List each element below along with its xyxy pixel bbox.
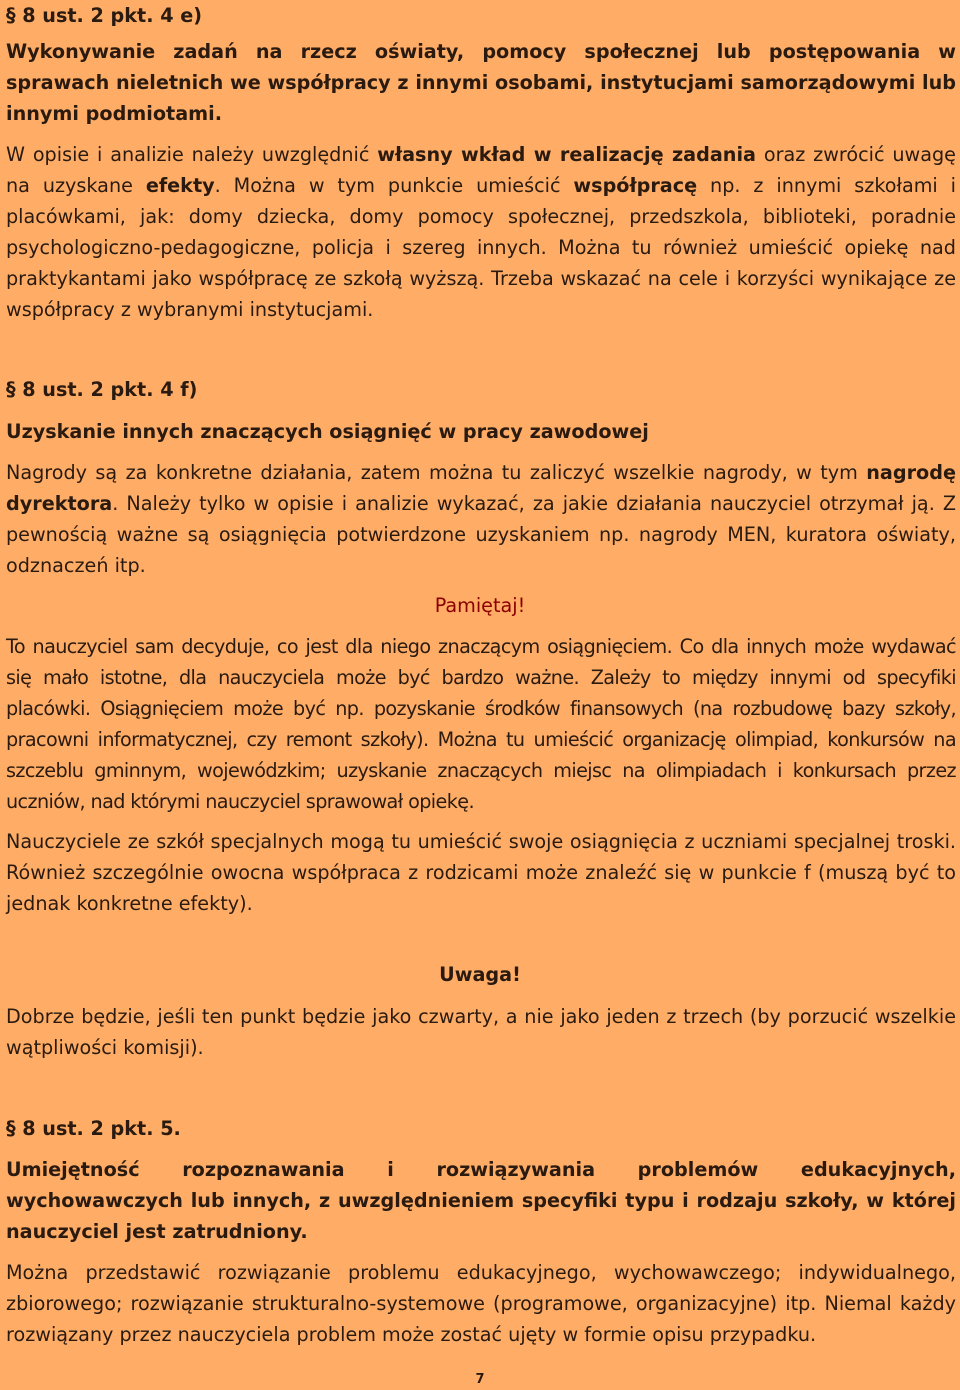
section-4e-heading: § 8 ust. 2 pkt. 4 e) xyxy=(6,4,203,27)
remember-label: Pamiętaj! xyxy=(434,594,526,617)
section-5-title: Umiejętność rozpoznawania i rozwiązywania problemów edukacyjnych, wychowawczych lub innych, z uwzględnieniem specyfiki typu i rodzaju szkoły, w której nauczyciel jest zatrudniony. xyxy=(6,1158,956,1243)
section-4e-title: Wykonywanie zadań na rzecz oświaty, pomocy społecznej lub postępowania w sprawach nieletnich we współpracy z innymi osobami, instytucjami samorządowymi lub innymi podmiotami. xyxy=(6,40,956,125)
section-4e-paragraph: W opisie i analizie należy uwzględnić własny wkład w realizację zadania oraz zwrócić uwagę na uzyskane efekty. Można w tym punkcie umieścić współpracę np. z innymi szkołami i placówkami, jak: domy dziecka, domy pomocy społecznej, przedszkola, biblioteki, poradnie psychologiczno-pedagogiczne, policja i szereg innych. Można tu również umieścić opiekę nad praktykantami jako współpracę ze szkołą wyższą. Trzeba wskazać na cele i korzyści wynikające ze współpracy z wybranymi instytucjami. xyxy=(6,143,956,321)
section-5-paragraph: Można przedstawić rozwiązanie problemu edukacyjnego, wychowawczego; indywidualnego, zbiorowego; rozwiązanie strukturalno-systemowe (programowe, organizacyjne) itp. Niemal każdy rozwiązany przez nauczyciela problem może zostać ujęty w formie opisu przypadku. xyxy=(6,1261,956,1346)
page-number: 7 xyxy=(475,1372,485,1387)
section-4f-title: Uzyskanie innych znaczących osiągnięć w pracy zawodowej xyxy=(6,420,649,443)
section-4f-paragraph-awards: Nagrody są za konkretne działania, zatem można tu zaliczyć wszelkie nagrody, w tym nagrodę dyrektora. Należy tylko w opisie i analizie wykazać, za jakie działania nauczyciel otrzymał ją. Z pewnością ważne są osiągnięcia potwierdzone uzyskaniem np. nagrody MEN, kuratora oświaty, odznaczeń itp. xyxy=(6,461,956,577)
section-5-heading: § 8 ust. 2 pkt. 5. xyxy=(6,1117,181,1140)
section-4f-paragraph-special-schools: Nauczyciele ze szkół specjalnych mogą tu umieścić swoje osiągnięcia z uczniami specjalnej troski. Również szczególnie owocna współpraca z rodzicami może znaleźć się w punkcie f (muszą być to jednak konkretne efekty). xyxy=(6,830,956,915)
note-title: Uwaga! xyxy=(439,963,521,986)
note-text: Dobrze będzie, jeśli ten punkt będzie jako czwarty, a nie jako jeden z trzech (by porzucić wszelkie wątpliwości komisji). xyxy=(6,1005,956,1059)
section-4f-paragraph-achievements: To nauczyciel sam decyduje, co jest dla niego znaczącym osiągnięciem. Co dla innych może wydawać się mało istotne, dla nauczyciela może być bardzo ważne. Zależy to między innymi od specyfiki placówki. Osiągnięciem może być np. pozyskanie środków finansowych (na rozbudowę bazy szkoły, pracowni informatycznej, czy remont szkoły). Można tu umieścić organizację olimpiad, konkursów na szczeblu gminnym, wojewódzkim; uzyskanie znaczących miejsc na olimpiadach i konkursach przez uczniów, nad którymi nauczyciel sprawował opiekę. xyxy=(6,635,956,813)
section-4f-heading: § 8 ust. 2 pkt. 4 f) xyxy=(6,378,198,401)
